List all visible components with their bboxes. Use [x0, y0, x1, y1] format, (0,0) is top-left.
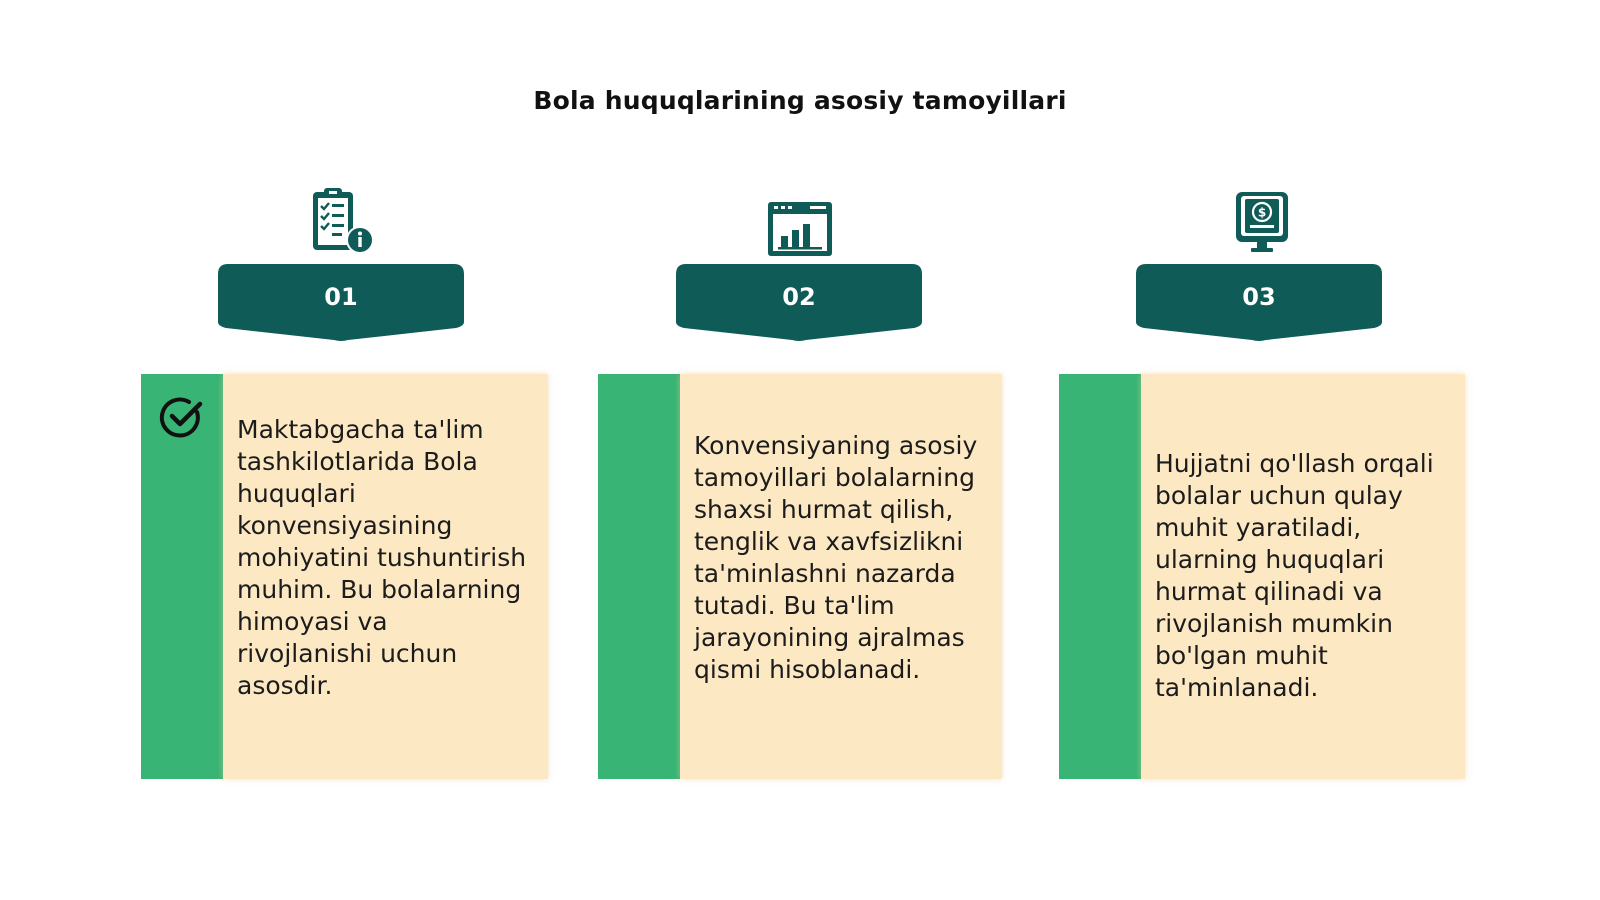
step-badge-02 — [676, 264, 922, 342]
checkmark-circle-icon — [159, 394, 205, 440]
monitor-dollar-icon — [1226, 186, 1298, 258]
step-badge-01 — [218, 264, 464, 342]
card-text: Hujjatni qo'llash orqali bolalar uchun qulay muhit yaratiladi, ularning huquqlari hurmat qilinadi va rivojlanish mumkin bo'lgan muhit ta'minlanadi. — [1155, 449, 1434, 702]
card-text: Konvensiyaning asosiy tamoyillari bolalarning shaxsi hurmat qilish, tenglik va xavfsizlikni ta'minlashni nazarda tutadi. Bu ta'lim jarayonining ajralmas qismi hisoblanadi. — [694, 431, 978, 684]
step-badge-03 — [1136, 264, 1382, 342]
card-accent-strip — [1059, 374, 1141, 779]
step-number: 02 — [782, 283, 816, 311]
card-text: Maktabgacha ta'lim tashkilotlarida Bola huquqlari konvensiyasining mohiyatini tushuntirish muhim. Bu bolalarning himoyasi va rivojlanishi uchun asosdir. — [237, 415, 527, 700]
slide-title: Bola huquqlarining asosiy tamoyillari — [533, 86, 1067, 115]
principle-card-01 — [141, 374, 548, 779]
card-accent-strip — [141, 374, 223, 779]
principle-card-02 — [598, 374, 1002, 779]
svg-text:$: $ — [1257, 205, 1267, 220]
clipboard-checklist-info-icon — [308, 186, 380, 258]
step-number: 01 — [324, 283, 358, 311]
card-accent-strip — [598, 374, 680, 779]
principle-card-03 — [1059, 374, 1465, 779]
step-number: 03 — [1242, 283, 1276, 311]
bar-chart-browser-icon — [764, 190, 836, 262]
